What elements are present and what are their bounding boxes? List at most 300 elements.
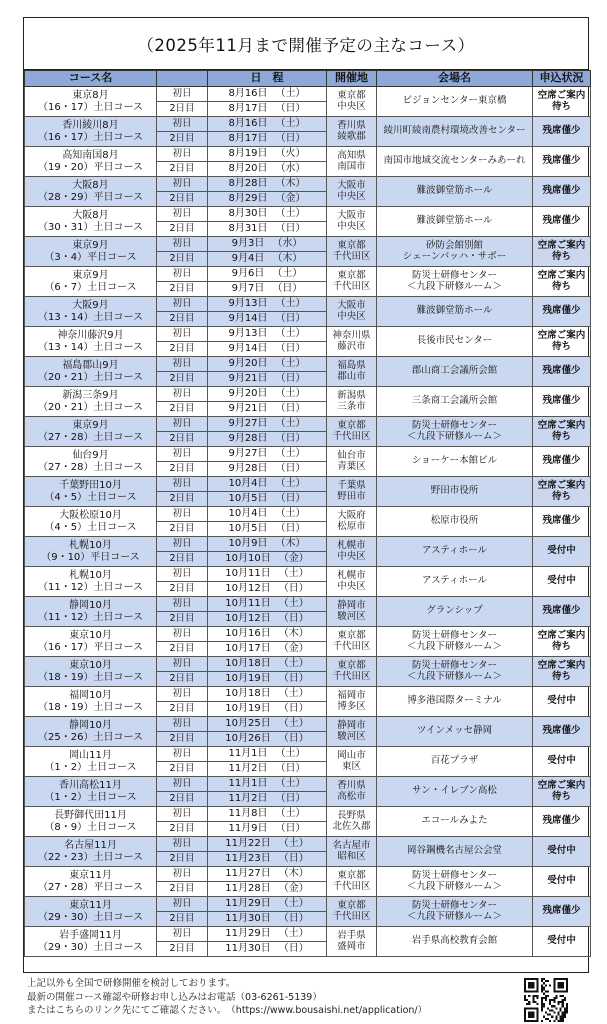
course-name: 新潟三条9月	[62, 390, 119, 401]
weekday: （土）	[275, 298, 306, 310]
table-row	[25, 267, 591, 282]
venue-name: 防災士研修センター	[411, 269, 498, 281]
weekday: （日）	[275, 433, 306, 445]
course-name-cell	[25, 867, 157, 897]
location-text: 神奈川県	[332, 329, 371, 341]
date-value: 8月16日	[228, 118, 268, 130]
header-course: コース名	[25, 71, 157, 87]
location-text: 新潟県	[337, 389, 366, 401]
date-value: 9月4日	[231, 253, 265, 265]
venue-name: 郡山商工会議所会館	[411, 365, 498, 377]
date-value: 10月5日	[228, 523, 268, 535]
location-text: 仙台市	[337, 449, 366, 461]
location-text: 東京都	[337, 89, 366, 101]
weekday: （土）	[275, 808, 306, 820]
venue-cell	[377, 147, 533, 177]
venue-name: 綾川町綾南農村環境改善センター	[383, 125, 526, 137]
location-cell	[327, 417, 377, 447]
weekday: （日）	[275, 133, 306, 145]
course-type: （30・31）土日コース	[38, 221, 143, 233]
location-text: 香川県	[337, 779, 366, 791]
date-cell	[208, 162, 327, 177]
venue-name: ショーケー本館ビル	[411, 455, 498, 467]
location-cell	[327, 447, 377, 477]
venue-name: ビジョンセンター東京橋	[402, 95, 507, 107]
date-value: 8月28日	[228, 178, 268, 190]
date-cell	[208, 552, 327, 567]
status-text: 残席僅少	[542, 515, 581, 527]
venue-name: 岩手県高校教育会館	[411, 935, 498, 947]
date-cell	[208, 147, 327, 162]
date-cell	[208, 132, 327, 147]
course-name: 長野御代田11月	[54, 810, 127, 821]
day-label: 2日目	[157, 132, 208, 147]
date-cell	[208, 642, 327, 657]
date-value: 8月16日	[228, 88, 268, 100]
date-cell	[208, 777, 327, 792]
date-value: 11月1日	[228, 748, 268, 760]
course-type: （4・5）土日コース	[44, 491, 137, 503]
course-name: 福岡10月	[69, 690, 112, 701]
status-text: 残席僅少	[542, 215, 581, 227]
weekday: （日）	[275, 823, 306, 835]
course-name: 高知南国8月	[62, 150, 119, 161]
day-label: 2日目	[157, 582, 208, 597]
table-row	[25, 537, 591, 552]
weekday: （日）	[278, 733, 309, 745]
course-name-cell	[25, 777, 157, 807]
location-text: 郡山市	[337, 370, 366, 382]
weekday: （土）	[275, 388, 306, 400]
weekday: （土）	[275, 448, 306, 460]
venue-cell	[377, 267, 533, 297]
location-text: 野田市	[337, 490, 366, 502]
course-name: 大阪松原10月	[59, 510, 122, 521]
location-cell	[327, 657, 377, 687]
status-text: 空席ご案内	[537, 239, 586, 251]
status-text: 待ち	[551, 670, 571, 682]
weekday: （土）	[275, 478, 306, 490]
date-cell	[208, 522, 327, 537]
day-label: 初日	[157, 657, 208, 672]
location-text: 昭和区	[337, 850, 366, 862]
date-value: 8月29日	[228, 193, 268, 205]
status-badge	[533, 867, 591, 897]
table-row	[25, 867, 591, 882]
venue-cell	[377, 897, 533, 927]
venue-name: 防災士研修センター	[411, 629, 498, 641]
status-text: 空席ご案内	[537, 269, 586, 281]
location-text: 岡山市	[337, 749, 366, 761]
day-label: 初日	[157, 597, 208, 612]
course-name-cell	[25, 297, 157, 327]
date-cell	[208, 357, 327, 372]
venue-name: 防災士研修センター	[411, 899, 498, 911]
location-text: 福岡市	[337, 689, 366, 701]
page-title: （2025年11月まで開催予定の主なコース）	[24, 18, 588, 70]
date-value: 11月30日	[225, 943, 271, 955]
weekday: （木）	[278, 628, 309, 640]
date-value: 8月20日	[228, 163, 268, 175]
status-text: 待ち	[551, 430, 571, 442]
venue-cell	[377, 837, 533, 867]
location-text: 駿河区	[337, 730, 366, 742]
day-label: 2日目	[157, 342, 208, 357]
location-cell	[327, 717, 377, 747]
day-label: 2日目	[157, 702, 208, 717]
date-value: 8月17日	[228, 133, 268, 145]
status-text: 待ち	[551, 100, 571, 112]
course-type: （20・21）土日コース	[38, 401, 143, 413]
day-label: 初日	[157, 477, 208, 492]
date-cell	[208, 402, 327, 417]
weekday: （日）	[275, 463, 306, 475]
date-value: 10月25日	[225, 718, 271, 730]
date-value: 9月13日	[228, 298, 268, 310]
location-text: 中央区	[337, 580, 366, 592]
course-type: （1・2）土日コース	[44, 761, 137, 773]
date-cell	[208, 837, 327, 852]
day-label: 初日	[157, 447, 208, 462]
date-value: 9月14日	[228, 313, 268, 325]
day-label: 初日	[157, 87, 208, 102]
location-text: 大阪市	[337, 179, 366, 191]
status-text: 待ち	[551, 280, 571, 292]
location-text: 岩手県	[337, 929, 366, 941]
venue-cell	[377, 117, 533, 147]
location-cell	[327, 837, 377, 867]
weekday: （土）	[278, 838, 309, 850]
table-row	[25, 297, 591, 312]
status-badge	[533, 387, 591, 417]
weekday: （日）	[275, 763, 306, 775]
status-badge	[533, 597, 591, 627]
venue-name: ＜九段下研修ルーム＞	[406, 910, 502, 922]
table-row	[25, 717, 591, 732]
date-value: 11月1日	[228, 778, 268, 790]
day-label: 初日	[157, 777, 208, 792]
status-text: 待ち	[551, 340, 571, 352]
course-type: （27・28）土日コース	[38, 431, 143, 443]
status-badge	[533, 267, 591, 297]
location-text: 北佐久郡	[332, 820, 371, 832]
header-venue: 会場名	[377, 71, 533, 87]
date-value: 10月12日	[225, 613, 271, 625]
table-row	[25, 687, 591, 702]
location-text: 藤沢市	[337, 340, 366, 352]
weekday: （日）	[275, 373, 306, 385]
location-text: 青葉区	[337, 460, 366, 472]
venue-name: 難波御堂筋ホール	[416, 305, 493, 317]
status-text: 残席僅少	[542, 905, 581, 917]
course-name-cell	[25, 477, 157, 507]
date-cell	[208, 807, 327, 822]
status-text: 残席僅少	[542, 455, 581, 467]
venue-name: 博多港国際ターミナル	[407, 695, 502, 707]
table-row	[25, 117, 591, 132]
status-badge	[533, 447, 591, 477]
location-text: 綾歌郡	[337, 130, 366, 142]
venue-name: ツインメッセ静岡	[416, 725, 493, 737]
table-header-row	[25, 71, 591, 87]
course-type: （13・14）土日コース	[38, 311, 143, 323]
date-cell	[208, 627, 327, 642]
course-name-cell	[25, 927, 157, 957]
date-cell	[208, 867, 327, 882]
table-row	[25, 447, 591, 462]
venue-cell	[377, 717, 533, 747]
location-cell	[327, 177, 377, 207]
course-type: （18・19）土日コース	[38, 701, 143, 713]
date-value: 11月30日	[225, 913, 271, 925]
venue-cell	[377, 327, 533, 357]
weekday: （日）	[275, 343, 306, 355]
status-text: 残席僅少	[542, 725, 581, 737]
date-value: 10月12日	[225, 583, 271, 595]
venue-name: サン・イレブン高松	[412, 785, 497, 797]
date-value: 8月19日	[228, 148, 268, 160]
table-row	[25, 87, 591, 102]
day-label: 2日目	[157, 282, 208, 297]
course-name-cell	[25, 267, 157, 297]
location-text: 東京都	[337, 239, 366, 251]
weekday: （土）	[278, 658, 309, 670]
venue-cell	[377, 807, 533, 837]
date-cell	[208, 912, 327, 927]
date-cell	[208, 882, 327, 897]
course-name-cell	[25, 237, 157, 267]
weekday: （水）	[275, 163, 306, 175]
venue-cell	[377, 387, 533, 417]
date-value: 9月20日	[228, 358, 268, 370]
weekday: （土）	[275, 88, 306, 100]
location-cell	[327, 237, 377, 267]
venue-cell	[377, 237, 533, 267]
date-value: 10月16日	[225, 628, 271, 640]
date-cell	[208, 417, 327, 432]
venue-name: ＜九段下研修ルーム＞	[406, 880, 502, 892]
location-cell	[327, 207, 377, 237]
date-value: 11月2日	[228, 793, 268, 805]
location-text: 盛岡市	[337, 940, 366, 952]
course-name-cell	[25, 327, 157, 357]
weekday: （木）	[272, 253, 303, 265]
date-value: 9月13日	[228, 328, 268, 340]
weekday: （土）	[275, 418, 306, 430]
weekday: （土）	[275, 748, 306, 760]
location-cell	[327, 267, 377, 297]
day-label: 初日	[157, 747, 208, 762]
location-text: 静岡市	[337, 599, 366, 611]
course-type: （9・10）平日コース	[41, 551, 140, 563]
course-name-cell	[25, 627, 157, 657]
date-value: 8月31日	[228, 223, 268, 235]
course-name-cell	[25, 117, 157, 147]
venue-name: 難波御堂筋ホール	[416, 215, 493, 227]
status-text: 空席ご案内	[537, 659, 586, 671]
day-label: 初日	[157, 567, 208, 582]
weekday: （土）	[275, 358, 306, 370]
status-text: 残席僅少	[542, 125, 581, 137]
day-label: 2日目	[157, 222, 208, 237]
venue-name: アスティホール	[422, 545, 487, 557]
location-text: 東区	[341, 760, 361, 772]
course-type: （13・14）土日コース	[38, 341, 143, 353]
location-text: 中央区	[337, 190, 366, 202]
date-value: 9月3日	[231, 238, 265, 250]
course-type: （4・5）土日コース	[44, 521, 137, 533]
date-cell	[208, 432, 327, 447]
date-cell	[208, 672, 327, 687]
date-value: 11月29日	[225, 898, 271, 910]
date-cell	[208, 342, 327, 357]
weekday: （金）	[275, 193, 306, 205]
day-label: 2日目	[157, 522, 208, 537]
status-badge	[533, 147, 591, 177]
venue-name: エコールみよた	[421, 815, 488, 827]
date-cell	[208, 117, 327, 132]
day-label: 初日	[157, 327, 208, 342]
location-text: 名古屋市	[332, 839, 371, 851]
venue-cell	[377, 177, 533, 207]
location-text: 長野県	[337, 809, 366, 821]
location-text: 大阪府	[337, 509, 366, 521]
weekday: （土）	[278, 568, 309, 580]
course-name: 福島郡山9月	[62, 360, 119, 371]
date-cell	[208, 687, 327, 702]
table-row	[25, 747, 591, 762]
venue-cell	[377, 657, 533, 687]
weekday: （土）	[275, 328, 306, 340]
table-row	[25, 177, 591, 192]
status-text: 空席ご案内	[537, 629, 586, 641]
weekday: （木）	[278, 868, 309, 880]
location-text: 千代田区	[332, 880, 371, 892]
status-text: 待ち	[551, 790, 571, 802]
location-text: 東京都	[337, 419, 366, 431]
weekday: （日）	[275, 103, 306, 115]
date-value: 9月20日	[228, 388, 268, 400]
date-value: 9月6日	[231, 268, 265, 280]
day-label: 2日目	[157, 942, 208, 957]
location-text: 静岡市	[337, 719, 366, 731]
course-name-cell	[25, 837, 157, 867]
status-badge	[533, 417, 591, 447]
course-name: 東京11月	[69, 900, 112, 911]
date-cell	[208, 477, 327, 492]
location-text: 松原市	[337, 520, 366, 532]
table-row	[25, 327, 591, 342]
venue-name: 野田市役所	[430, 485, 479, 497]
day-label: 2日目	[157, 192, 208, 207]
course-type: （29・30）土日コース	[38, 941, 143, 953]
course-name-cell	[25, 657, 157, 687]
status-badge	[533, 327, 591, 357]
date-value: 9月21日	[228, 403, 268, 415]
day-label: 2日目	[157, 912, 208, 927]
date-cell	[208, 747, 327, 762]
status-text: 待ち	[551, 490, 571, 502]
location-text: 東京都	[337, 659, 366, 671]
status-badge	[533, 357, 591, 387]
weekday: （日）	[275, 493, 306, 505]
location-cell	[327, 777, 377, 807]
day-label: 2日目	[157, 462, 208, 477]
course-name-cell	[25, 387, 157, 417]
day-label: 初日	[157, 357, 208, 372]
status-badge	[533, 537, 591, 567]
weekday: （土）	[278, 928, 309, 940]
table-row	[25, 477, 591, 492]
course-name: 大阪8月	[72, 180, 109, 191]
course-type: （22・23）土日コース	[38, 851, 143, 863]
course-name-cell	[25, 687, 157, 717]
day-label: 2日目	[157, 372, 208, 387]
date-cell	[208, 657, 327, 672]
course-type: （8・9）土日コース	[44, 821, 137, 833]
venue-name: ＜九段下研修ルーム＞	[406, 280, 502, 292]
location-text: 東京都	[337, 869, 366, 881]
day-label: 初日	[157, 807, 208, 822]
status-text: 受付中	[547, 575, 576, 587]
location-cell	[327, 597, 377, 627]
location-text: 千代田区	[332, 670, 371, 682]
course-name-cell	[25, 597, 157, 627]
day-label: 初日	[157, 417, 208, 432]
table-row	[25, 417, 591, 432]
table-row	[25, 777, 591, 792]
status-badge	[533, 927, 591, 957]
course-name-cell	[25, 567, 157, 597]
day-label: 2日目	[157, 882, 208, 897]
venue-cell	[377, 777, 533, 807]
location-cell	[327, 87, 377, 117]
course-name: 神奈川藤沢9月	[57, 330, 124, 341]
status-text: 空席ご案内	[537, 89, 586, 101]
table-row	[25, 237, 591, 252]
course-name: 千葉野田10月	[59, 480, 122, 491]
venue-cell	[377, 507, 533, 537]
date-value: 11月2日	[228, 763, 268, 775]
course-type: （16・17）土日コース	[38, 101, 143, 113]
status-badge	[533, 237, 591, 267]
venue-name: 松原市役所	[430, 515, 479, 527]
course-name: 札幌10月	[69, 570, 112, 581]
table-row	[25, 657, 591, 672]
table-row	[25, 507, 591, 522]
status-text: 残席僅少	[542, 815, 581, 827]
table-row	[25, 567, 591, 582]
location-text: 博多区	[337, 700, 366, 712]
qr-code-icon[interactable]	[524, 978, 568, 1022]
table-row	[25, 147, 591, 162]
course-type: （27・28）平日コース	[38, 881, 143, 893]
course-name-cell	[25, 507, 157, 537]
venue-name: 砂防会館別館	[425, 239, 483, 251]
date-value: 9月28日	[228, 463, 268, 475]
footer-line-3[interactable]: またはこちらのリンク先にてご確認ください。 （https://www.bousaishi.net/application/）	[27, 1005, 428, 1016]
day-label: 初日	[157, 687, 208, 702]
day-label: 初日	[157, 237, 208, 252]
date-value: 10月11日	[225, 568, 271, 580]
location-text: 千代田区	[332, 910, 371, 922]
day-label: 2日目	[157, 852, 208, 867]
venue-cell	[377, 447, 533, 477]
table-row	[25, 357, 591, 372]
day-label: 初日	[157, 177, 208, 192]
date-value: 10月11日	[225, 598, 271, 610]
day-label: 初日	[157, 207, 208, 222]
